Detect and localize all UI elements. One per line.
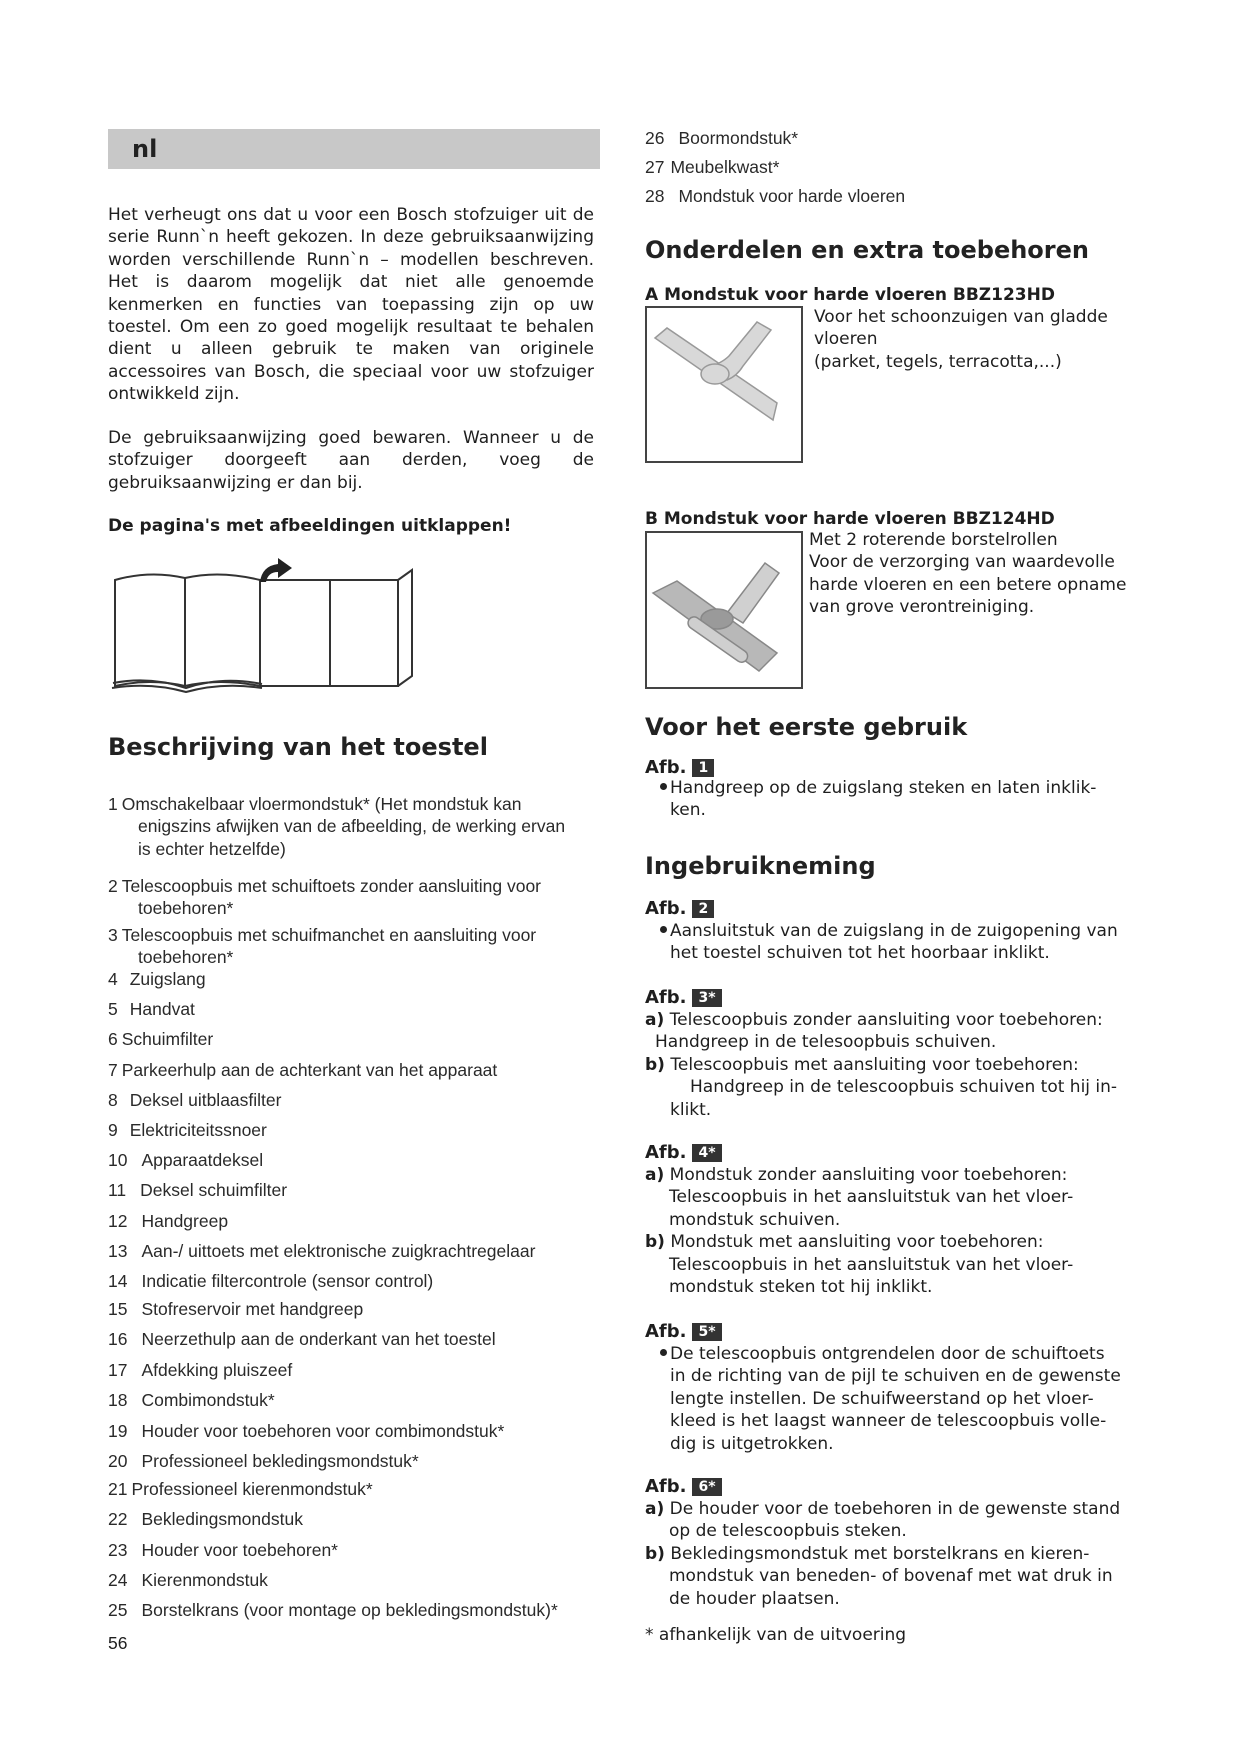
- accessory-b-line: Voor de verzorging van waardevolle: [809, 552, 1115, 573]
- figure-number-badge: 5*: [692, 1323, 721, 1341]
- step-line: Telescoopbuis zonder aansluiting voor toebehoren:: [669, 1010, 1103, 1030]
- part-number: 18: [108, 1390, 128, 1410]
- part-label: Stofreservoir met handgreep: [141, 1299, 364, 1319]
- part-label-continued: is echter hetzelfde): [138, 838, 286, 859]
- accessory-a-image: [645, 306, 803, 463]
- accessory-a-line: (parket, tegels, terracotta,...): [814, 351, 1062, 372]
- part-number: 24: [108, 1570, 128, 1590]
- first-use-step: [660, 777, 1120, 822]
- step-line: Aansluitstuk van de zuigslang in de zuigopening van: [670, 921, 1118, 941]
- part-label: Handvat: [129, 999, 195, 1019]
- step-line: mondstuk schuiven.: [669, 1209, 841, 1230]
- accessory-a-line: Voor het schoonzuigen van gladde: [814, 307, 1108, 327]
- figure-3-steps: [645, 1009, 1135, 1121]
- part-number: 19: [108, 1421, 128, 1441]
- storage-paragraph: De gebruiksaanwijzing goed bewaren. Wanneer u de stofzuiger doorgeeft aan derden, voeg de gebruiksaanwijzing er dan bij.: [108, 428, 594, 493]
- figure-reference-5: [645, 1321, 722, 1342]
- figure-number-badge: 2: [692, 900, 714, 918]
- part-item: [108, 1599, 608, 1621]
- step-line: klikt.: [670, 1099, 712, 1120]
- hard-floor-nozzle-icon: [647, 308, 801, 461]
- step-line: dig is uitgetrokken.: [670, 1433, 834, 1454]
- step-line: De telescoopbuis ontgrendelen door de schuiftoets: [670, 1344, 1105, 1364]
- part-label: Borstelkrans (voor montage op bekledingsmondstuk)*: [141, 1600, 558, 1620]
- part-item: [108, 1359, 608, 1381]
- part-label: Neerzethulp aan de onderkant van het toestel: [141, 1329, 496, 1349]
- part-number: 10: [108, 1150, 128, 1170]
- part-label: Indicatie filtercontrole (sensor control): [141, 1271, 434, 1291]
- afb-label: Afb.: [645, 987, 687, 1008]
- bullet-icon: [660, 926, 667, 933]
- step-line: mondstuk van beneden- of bovenaf met wat druk in: [669, 1566, 1113, 1587]
- part-label: Deksel schuimfilter: [140, 1180, 288, 1200]
- bullet-icon: [660, 1349, 667, 1356]
- part-item: [108, 875, 608, 920]
- accessory-b-line: van grove verontreiniging.: [809, 597, 1035, 618]
- afb-label: Afb.: [645, 1142, 687, 1163]
- afb-label: Afb.: [645, 757, 687, 778]
- figure-number-badge: 3*: [692, 989, 721, 1007]
- step-line: ken.: [670, 800, 706, 821]
- step-line: lengte instellen. De schuifweerstand op het vloer-: [670, 1388, 1094, 1409]
- part-number: 22: [108, 1509, 128, 1529]
- part-item: [108, 1119, 608, 1141]
- part-item: [108, 793, 608, 860]
- part-number: 7: [108, 1060, 118, 1080]
- part-number: 23: [108, 1540, 128, 1560]
- figure-number-badge: 6*: [692, 1478, 721, 1496]
- afb-label: Afb.: [645, 898, 687, 919]
- part-number: 21: [108, 1479, 128, 1499]
- part-label: Elektriciteitssnoer: [129, 1120, 267, 1140]
- part-label: Professioneel kierenmondstuk*: [131, 1479, 373, 1499]
- part-label: Houder voor toebehoren voor combimondstuk*: [141, 1421, 505, 1441]
- part-item: [108, 1389, 608, 1411]
- figure-4-steps: [645, 1164, 1135, 1298]
- part-label: Afdekking pluiszeef: [141, 1360, 293, 1380]
- part-item: [108, 1298, 608, 1320]
- language-header: nl: [108, 129, 600, 169]
- part-number: 13: [108, 1241, 128, 1261]
- foldout-illustration: [110, 558, 420, 693]
- part-label: Professioneel bekledingsmondstuk*: [141, 1451, 419, 1471]
- fold-arrow-icon: [260, 558, 292, 582]
- accessory-b-description: [809, 529, 1134, 619]
- step-line: Handgreep op de zuigslang steken en laten inklik-: [670, 778, 1097, 798]
- part-label: Meubelkwast*: [670, 157, 780, 177]
- part-item: [108, 1240, 608, 1262]
- step-line: Handgreep in de telesoopbuis schuiven.: [655, 1032, 997, 1053]
- part-item: [108, 1508, 608, 1530]
- figure-2-step: [660, 920, 1130, 965]
- step-label: a): [645, 1499, 665, 1519]
- step-line: mondstuk steken tot hij inklikt.: [669, 1277, 933, 1298]
- part-item: [108, 1420, 608, 1442]
- figure-reference-2: [645, 898, 714, 919]
- page-number: 56: [108, 1633, 128, 1653]
- part-item: [108, 1478, 608, 1500]
- step-line: het toestel schuiven tot het hoorbaar inklikt.: [670, 943, 1050, 964]
- bullet-icon: [660, 783, 667, 790]
- part-label-continued: toebehoren*: [138, 898, 234, 919]
- step-line: Mondstuk met aansluiting voor toebehoren:: [670, 1232, 1044, 1253]
- part-number: 5: [108, 999, 118, 1019]
- figure-reference-6: [645, 1476, 722, 1497]
- part-item: [108, 1539, 608, 1561]
- figure-reference-1: [645, 757, 714, 778]
- accessory-a-title: A Mondstuk voor harde vloeren BBZ123HD: [645, 285, 1055, 305]
- part-number: 27: [645, 157, 665, 177]
- usage-heading: Ingebruikneming: [645, 852, 876, 880]
- part-item: [645, 127, 1145, 149]
- part-item: [108, 1450, 608, 1472]
- accessories-heading: Onderdelen en extra toebehoren: [645, 236, 1089, 264]
- step-line: Telescoopbuis in het aansluitstuk van het vloer-: [669, 1254, 1074, 1275]
- figure-number-badge: 1: [692, 759, 714, 777]
- part-label: Deksel uitblaasfilter: [129, 1090, 282, 1110]
- part-label: Mondstuk voor harde vloeren: [678, 186, 906, 206]
- figure-6-steps: [645, 1498, 1140, 1610]
- part-label: Parkeerhulp aan de achterkant van het apparaat: [121, 1060, 498, 1080]
- part-item: [108, 1089, 608, 1111]
- part-item: [645, 185, 1145, 207]
- part-item: [108, 968, 608, 990]
- accessory-a-description: [814, 306, 1132, 373]
- part-number: 20: [108, 1451, 128, 1471]
- figure-reference-4: [645, 1142, 722, 1163]
- part-item: [108, 1569, 608, 1591]
- footnote: * afhankelijk van de uitvoering: [645, 1625, 907, 1645]
- part-label: Schuimfilter: [121, 1029, 214, 1049]
- part-label: Houder voor toebehoren*: [141, 1540, 338, 1560]
- part-number: 3: [108, 925, 118, 945]
- afb-label: Afb.: [645, 1476, 687, 1497]
- part-number: 14: [108, 1271, 128, 1291]
- part-label: Telescoopbuis met schuifmanchet en aansluiting voor: [121, 925, 537, 945]
- part-number: 26: [645, 128, 665, 148]
- description-heading: Beschrijving van het toestel: [108, 733, 488, 761]
- part-number: 17: [108, 1360, 128, 1380]
- part-label: Combimondstuk*: [141, 1390, 275, 1410]
- step-line: de houder plaatsen.: [669, 1588, 840, 1609]
- part-number: 15: [108, 1299, 128, 1319]
- part-item: [108, 998, 608, 1020]
- step-line: Telescoopbuis met aansluiting voor toebehoren:: [670, 1054, 1079, 1075]
- step-line: Mondstuk zonder aansluiting voor toebehoren:: [669, 1165, 1068, 1185]
- step-line: De houder voor de toebehoren in de gewenste stand: [669, 1499, 1121, 1519]
- part-item: [108, 1270, 608, 1292]
- accessory-b-line: Met 2 roterende borstelrollen: [809, 530, 1058, 550]
- part-label: Boormondstuk*: [678, 128, 799, 148]
- part-number: 6: [108, 1029, 118, 1049]
- accessory-b-line: harde vloeren en een betere opname: [809, 574, 1127, 595]
- step-line: op de telescoopbuis steken.: [669, 1521, 907, 1542]
- step-label: b): [645, 1054, 665, 1075]
- part-item: [108, 1179, 608, 1201]
- part-number: 11: [108, 1180, 127, 1200]
- part-item: [108, 1328, 608, 1350]
- part-number: 12: [108, 1211, 128, 1231]
- brush-roller-nozzle-icon: [647, 533, 801, 687]
- part-label-continued: toebehoren*: [138, 947, 234, 968]
- part-item: [645, 156, 1145, 178]
- step-label: b): [645, 1232, 665, 1253]
- part-label: Aan-/ uittoets met elektronische zuigkrachtregelaar: [141, 1241, 536, 1261]
- figure-5-step: [660, 1343, 1140, 1455]
- part-number: 25: [108, 1600, 128, 1620]
- fold-note: De pagina's met afbeeldingen uitklappen!: [108, 516, 512, 536]
- accessory-b-image: [645, 531, 803, 689]
- part-item: [108, 924, 608, 969]
- part-label: Handgreep: [141, 1211, 229, 1231]
- figure-number-badge: 4*: [692, 1144, 721, 1162]
- part-number: 1: [108, 794, 118, 814]
- part-number: 9: [108, 1120, 118, 1140]
- step-line: Bekledingsmondstuk met borstelkrans en kieren-: [670, 1543, 1090, 1564]
- part-number: 28: [645, 186, 665, 206]
- part-label: Apparaatdeksel: [141, 1150, 264, 1170]
- step-label: a): [645, 1010, 665, 1030]
- step-label: a): [645, 1165, 665, 1185]
- figure-reference-3: [645, 987, 722, 1008]
- accessory-b-title: B Mondstuk voor harde vloeren BBZ124HD: [645, 509, 1055, 529]
- step-line: Telescoopbuis in het aansluitstuk van het vloer-: [669, 1187, 1074, 1208]
- part-label-continued: enigszins afwijken van de afbeelding, de werking ervan: [138, 816, 566, 837]
- first-use-heading: Voor het eerste gebruik: [645, 713, 968, 741]
- part-item: [108, 1028, 608, 1050]
- part-label: Bekledingsmondstuk: [141, 1509, 303, 1529]
- part-item: [108, 1059, 608, 1081]
- part-number: 4: [108, 969, 118, 989]
- part-number: 16: [108, 1329, 128, 1349]
- afb-label: Afb.: [645, 1321, 687, 1342]
- step-label: b): [645, 1543, 665, 1564]
- part-label: Kierenmondstuk: [141, 1570, 268, 1590]
- step-line: in de richting van de pijl te schuiven en de gewenste: [670, 1366, 1121, 1387]
- part-item: [108, 1210, 608, 1232]
- part-item: [108, 1149, 608, 1171]
- part-label: Zuigslang: [129, 969, 206, 989]
- intro-paragraph: Het verheugt ons dat u voor een Bosch stofzuiger uit de serie Runn`n heeft gekozen. In deze gebruiksaanwijzing worden verschillende Runn`n – modellen beschreven. Het is daarom mogelijk dat niet alle genoemde kenmerken en functies van toepassing zijn op uw toestel. Om een zo goed mogelijk resultaat te behalen dient u alleen gebruik te maken van originele accessoires van Bosch, die speciaal voor uw stofzuiger ontwikkeld zijn.: [108, 205, 594, 405]
- accessory-a-line: vloeren: [814, 329, 878, 350]
- step-line: kleed is het laagst wanneer de telescoopbuis volle-: [670, 1411, 1107, 1432]
- part-number: 2: [108, 876, 118, 896]
- part-label: Omschakelbaar vloermondstuk* (Het mondstuk kan: [121, 794, 522, 814]
- part-number: 8: [108, 1090, 118, 1110]
- step-line: Handgreep in de telescoopbuis schuiven tot hij in-: [690, 1077, 1118, 1098]
- part-label: Telescoopbuis met schuiftoets zonder aansluiting voor: [121, 876, 541, 896]
